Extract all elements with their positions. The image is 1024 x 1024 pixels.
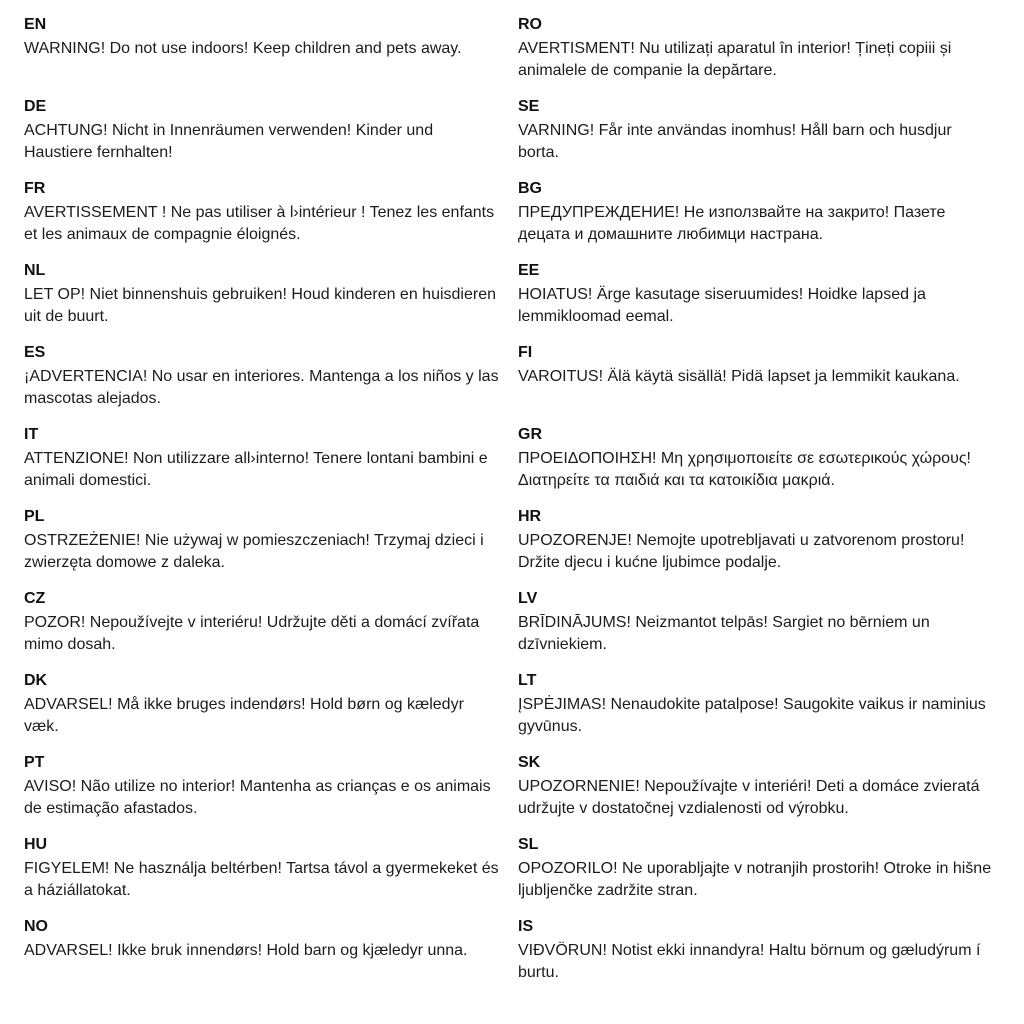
warning-entry	[24, 754, 502, 836]
warning-entry	[24, 180, 502, 262]
warning-text: ADVARSEL! Må ikke bruges indendørs! Hold børn og kæledyr væk.	[24, 696, 464, 735]
warning-text: BRĪDINĀJUMS! Neizmantot telpās! Sargiet no bērniem un dzīvniekiem.	[518, 614, 930, 653]
warning-text: AVERTISMENT! Nu utilizați aparatul în interior! Țineți copiii și animalele de companie la depărtare.	[518, 40, 952, 79]
warning-entry	[24, 98, 502, 180]
language-code-label: RO	[518, 16, 542, 33]
warning-entry	[24, 836, 502, 918]
language-code-label: SE	[518, 98, 540, 115]
warning-entry	[24, 16, 502, 98]
language-code-label: BG	[518, 180, 542, 197]
warning-text: ПРЕДУПРЕЖДЕНИЕ! Не използвайте на закрито! Пазете децата и домашните любимци настрана.	[518, 204, 946, 243]
warning-text: VAROITUS! Älä käytä sisällä! Pidä lapset ja lemmikit kaukana.	[518, 368, 960, 385]
warning-entry	[518, 426, 996, 508]
language-code-label: DE	[24, 98, 47, 115]
language-code-label: LV	[518, 590, 538, 607]
warning-entry	[24, 590, 502, 672]
warning-text: OPOZORILO! Ne uporabljajte v notranjih prostorih! Otroke in hišne ljubljenčke zadržite stran.	[518, 860, 992, 899]
language-code-label: PL	[24, 508, 45, 525]
language-code-label: NL	[24, 262, 46, 279]
warning-entry	[518, 836, 996, 918]
warnings-column-left	[24, 16, 502, 1000]
warning-entry	[518, 98, 996, 180]
warning-entry	[24, 672, 502, 754]
warning-entry	[518, 672, 996, 754]
warning-text: ĮSPĖJIMAS! Nenaudokite patalpose! Saugokite vaikus ir naminius gyvūnus.	[518, 696, 986, 735]
warning-text: ADVARSEL! Ikke bruk innendørs! Hold barn og kjæledyr unna.	[24, 942, 468, 959]
language-code-label: SL	[518, 836, 539, 853]
warning-text: ¡ADVERTENCIA! No usar en interiores. Mantenga a los niños y las mascotas alejados.	[24, 368, 499, 407]
warning-entry	[24, 344, 502, 426]
language-code-label: NO	[24, 918, 48, 935]
warning-text: UPOZORENJE! Nemojte upotrebljavati u zatvorenom prostoru! Držite djecu i kućne ljubimce podalje.	[518, 532, 965, 571]
warning-text: ΠΡΟΕΙΔΟΠΟΙΗΣΗ! Μη χρησιμοποιείτε σε εσωτερικούς χώρους! Διατηρείτε τα παιδιά και τα κατοικίδια μακριά.	[518, 450, 971, 489]
warning-entry	[518, 918, 996, 1000]
language-code-label: EE	[518, 262, 540, 279]
warning-entry	[24, 508, 502, 590]
warning-text: AVISO! Não utilize no interior! Mantenha as crianças e os animais de estimação afastados.	[24, 778, 491, 817]
language-code-label: DK	[24, 672, 48, 689]
language-code-label: GR	[518, 426, 542, 443]
language-code-label: HR	[518, 508, 542, 525]
warning-text: POZOR! Nepoužívejte v interiéru! Udržujte děti a domácí zvířata mimo dosah.	[24, 614, 480, 653]
warning-text: VIÐVÖRUN! Notist ekki innandyra! Haltu börnum og gæludýrum í burtu.	[518, 942, 981, 981]
warning-text: UPOZORNENIE! Nepoužívajte v interiéri! Deti a domáce zvieratá udržujte v dostatočnej vzdialenosti od výrobku.	[518, 778, 980, 817]
warnings-column-right	[518, 16, 996, 1000]
warning-entry	[518, 508, 996, 590]
language-code-label: PT	[24, 754, 45, 771]
warning-entry	[518, 344, 996, 426]
language-code-label: EN	[24, 16, 47, 33]
warning-text: WARNING! Do not use indoors! Keep children and pets away.	[24, 40, 462, 57]
warning-entry	[518, 754, 996, 836]
language-code-label: FR	[24, 180, 46, 197]
warning-text: FIGYELEM! Ne használja beltérben! Tartsa távol a gyermekeket és a háziállatokat.	[24, 860, 499, 899]
warning-entry	[518, 180, 996, 262]
warning-text: AVERTISSEMENT ! Ne pas utiliser à l›intérieur ! Tenez les enfants et les animaux de compagnie éloignés.	[24, 204, 495, 243]
language-code-label: IT	[24, 426, 39, 443]
warning-text: ATTENZIONE! Non utilizzare all›interno! Tenere lontani bambini e animali domestici.	[24, 450, 488, 489]
warning-entry	[24, 426, 502, 508]
language-code-label: ES	[24, 344, 46, 361]
warning-entry	[518, 262, 996, 344]
warning-text: ACHTUNG! Nicht in Innenräumen verwenden! Kinder und Haustiere fernhalten!	[24, 122, 434, 161]
warning-entry	[24, 262, 502, 344]
warning-entry	[24, 918, 502, 1000]
warning-text: VARNING! Får inte användas inomhus! Håll barn och husdjur borta.	[518, 122, 952, 161]
language-code-label: HU	[24, 836, 48, 853]
language-code-label: LT	[518, 672, 537, 689]
warning-entry	[518, 590, 996, 672]
language-code-label: SK	[518, 754, 541, 771]
language-code-label: CZ	[24, 590, 46, 607]
warning-entry	[518, 16, 996, 98]
language-code-label: IS	[518, 918, 534, 935]
warning-text: LET OP! Niet binnenshuis gebruiken! Houd kinderen en huisdieren uit de buurt.	[24, 286, 496, 325]
language-code-label: FI	[518, 344, 533, 361]
warning-text: HOIATUS! Ärge kasutage siseruumides! Hoidke lapsed ja lemmikloomad eemal.	[518, 286, 926, 325]
warning-text: OSTRZEŻENIE! Nie używaj w pomieszczeniach! Trzymaj dzieci i zwierzęta domowe z daleka.	[24, 532, 484, 571]
